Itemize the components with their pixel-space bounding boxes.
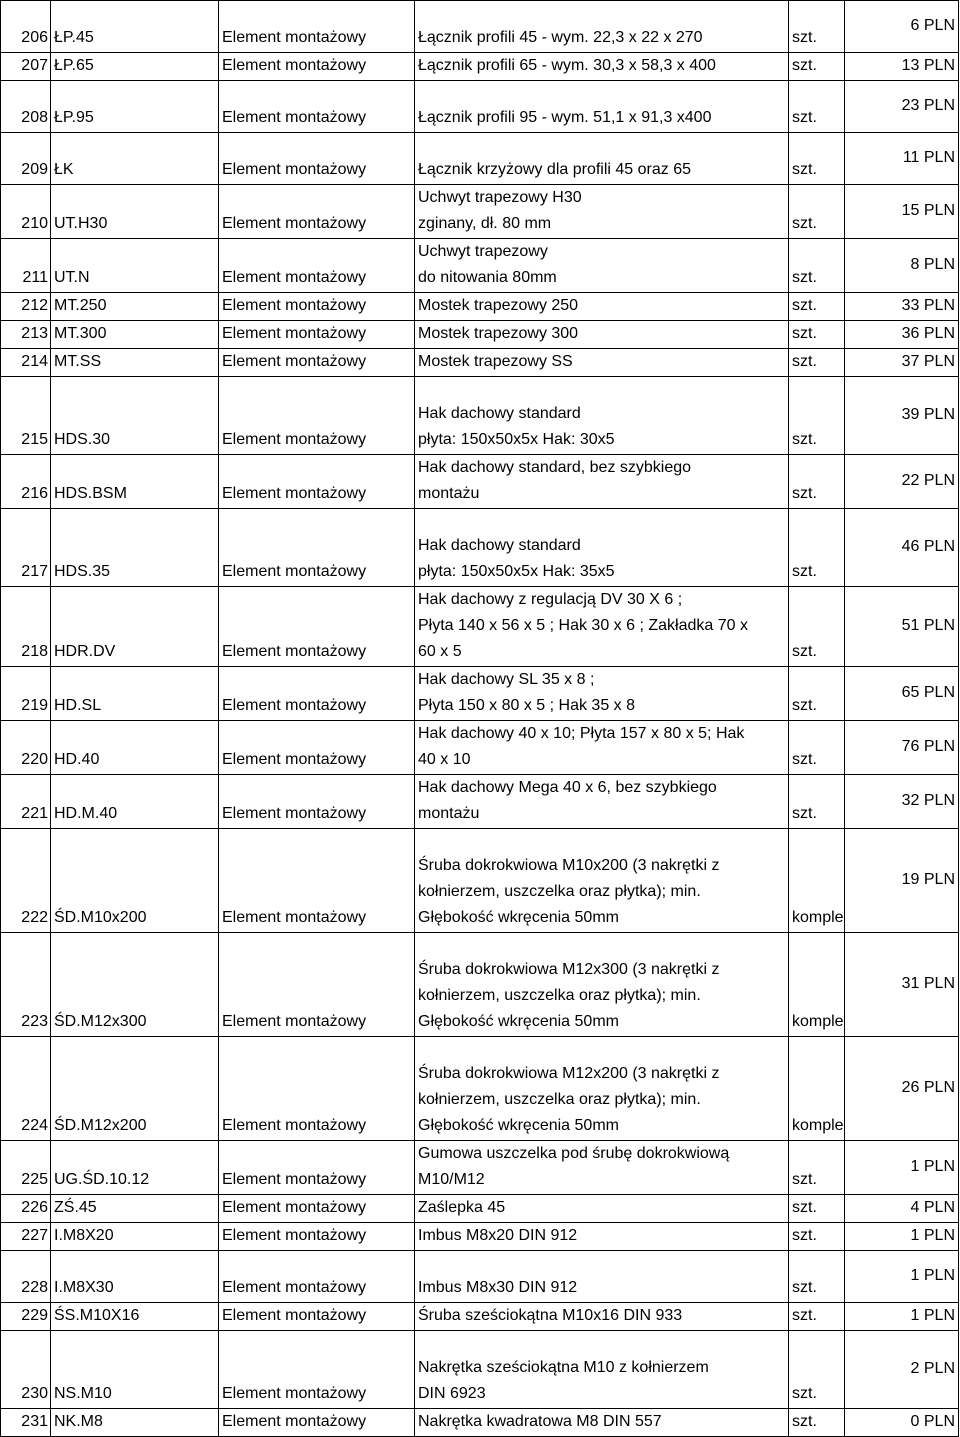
price: 19 PLN <box>845 829 959 933</box>
product-code: HD.M.40 <box>51 775 219 829</box>
product-code: ŚD.M10x200 <box>51 829 219 933</box>
price: 36 PLN <box>845 321 959 349</box>
table-row <box>1 933 959 1037</box>
product-description: Hak dachowy standard płyta: 150x50x5x Hak: 35x5 <box>415 509 789 587</box>
row-number: 220 <box>1 721 51 775</box>
product-description: Śruba dokrokwiowa M12x200 (3 nakrętki z kołnierzem, uszczelka oraz płytka); min. Głębokość wkręcenia 50mm <box>415 1037 789 1141</box>
price: 31 PLN <box>845 933 959 1037</box>
product-description: Zaślepka 45 <box>415 1195 789 1223</box>
product-type: Element montażowy <box>219 933 415 1037</box>
price: 1 PLN <box>845 1303 959 1331</box>
product-description: Łącznik profili 45 - wym. 22,3 x 22 x 270 <box>415 1 789 53</box>
unit: szt. <box>789 81 845 133</box>
product-description: Hak dachowy Mega 40 x 6, bez szybkiego montażu <box>415 775 789 829</box>
row-number: 229 <box>1 1303 51 1331</box>
unit: szt. <box>789 1 845 53</box>
table-row <box>1 293 959 321</box>
product-type: Element montażowy <box>219 293 415 321</box>
row-number: 226 <box>1 1195 51 1223</box>
price: 8 PLN <box>845 239 959 293</box>
unit: szt. <box>789 587 845 667</box>
product-type: Element montażowy <box>219 81 415 133</box>
unit: szt. <box>789 667 845 721</box>
unit: szt. <box>789 293 845 321</box>
price: 39 PLN <box>845 377 959 455</box>
product-type: Element montażowy <box>219 185 415 239</box>
unit: szt. <box>789 721 845 775</box>
row-number: 218 <box>1 587 51 667</box>
price: 1 PLN <box>845 1223 959 1251</box>
product-type: Element montażowy <box>219 239 415 293</box>
product-code: ŁP.95 <box>51 81 219 133</box>
unit: szt. <box>789 509 845 587</box>
product-description: Hak dachowy standard, bez szybkiego montażu <box>415 455 789 509</box>
price: 6 PLN <box>845 1 959 53</box>
unit: komple <box>789 933 845 1037</box>
price: 15 PLN <box>845 185 959 239</box>
product-code: I.M8X20 <box>51 1223 219 1251</box>
price: 13 PLN <box>845 53 959 81</box>
product-type: Element montażowy <box>219 775 415 829</box>
table-row <box>1 377 959 455</box>
product-code: ŚS.M10X16 <box>51 1303 219 1331</box>
product-type: Element montażowy <box>219 829 415 933</box>
product-code: I.M8X30 <box>51 1251 219 1303</box>
unit: szt. <box>789 321 845 349</box>
table-row <box>1 1303 959 1331</box>
price: 33 PLN <box>845 293 959 321</box>
product-type: Element montażowy <box>219 509 415 587</box>
row-number: 211 <box>1 239 51 293</box>
table-row <box>1 53 959 81</box>
product-type: Element montażowy <box>219 53 415 81</box>
product-code: UT.N <box>51 239 219 293</box>
unit: szt. <box>789 775 845 829</box>
row-number: 225 <box>1 1141 51 1195</box>
product-code: UG.ŚD.10.12 <box>51 1141 219 1195</box>
table-row <box>1 667 959 721</box>
product-code: HD.40 <box>51 721 219 775</box>
table-row <box>1 1141 959 1195</box>
unit: szt. <box>789 455 845 509</box>
product-type: Element montażowy <box>219 377 415 455</box>
product-code: HDS.BSM <box>51 455 219 509</box>
row-number: 214 <box>1 349 51 377</box>
product-description: Łącznik krzyżowy dla profili 45 oraz 65 <box>415 133 789 185</box>
product-type: Element montażowy <box>219 455 415 509</box>
price: 1 PLN <box>845 1141 959 1195</box>
price-table-body <box>1 1 959 1437</box>
price: 22 PLN <box>845 455 959 509</box>
price: 51 PLN <box>845 587 959 667</box>
price: 4 PLN <box>845 1195 959 1223</box>
product-description: Łącznik profili 95 - wym. 51,1 x 91,3 x400 <box>415 81 789 133</box>
table-row <box>1 185 959 239</box>
row-number: 208 <box>1 81 51 133</box>
table-row <box>1 509 959 587</box>
unit: szt. <box>789 1251 845 1303</box>
unit: szt. <box>789 1141 845 1195</box>
product-type: Element montażowy <box>219 1303 415 1331</box>
price: 65 PLN <box>845 667 959 721</box>
product-code: HD.SL <box>51 667 219 721</box>
table-row <box>1 239 959 293</box>
table-row <box>1 133 959 185</box>
product-description: Śruba dokrokwiowa M10x200 (3 nakrętki z kołnierzem, uszczelka oraz płytka); min. Głębokość wkręcenia 50mm <box>415 829 789 933</box>
product-type: Element montażowy <box>219 1251 415 1303</box>
product-description: Imbus M8x20 DIN 912 <box>415 1223 789 1251</box>
unit: szt. <box>789 133 845 185</box>
row-number: 209 <box>1 133 51 185</box>
product-type: Element montażowy <box>219 667 415 721</box>
product-code: ŁK <box>51 133 219 185</box>
price: 2 PLN <box>845 1331 959 1409</box>
table-row <box>1 775 959 829</box>
price: 37 PLN <box>845 349 959 377</box>
product-type: Element montażowy <box>219 1141 415 1195</box>
table-row <box>1 1251 959 1303</box>
row-number: 227 <box>1 1223 51 1251</box>
product-description: Uchwyt trapezowy H30 zginany, dł. 80 mm <box>415 185 789 239</box>
row-number: 206 <box>1 1 51 53</box>
table-row <box>1 455 959 509</box>
unit: szt. <box>789 239 845 293</box>
row-number: 224 <box>1 1037 51 1141</box>
row-number: 210 <box>1 185 51 239</box>
product-description: Mostek trapezowy SS <box>415 349 789 377</box>
row-number: 222 <box>1 829 51 933</box>
product-description: Mostek trapezowy 300 <box>415 321 789 349</box>
product-description: Imbus M8x30 DIN 912 <box>415 1251 789 1303</box>
product-code: HDR.DV <box>51 587 219 667</box>
product-code: NK.M8 <box>51 1409 219 1437</box>
row-number: 228 <box>1 1251 51 1303</box>
price: 1 PLN <box>845 1251 959 1303</box>
table-row <box>1 829 959 933</box>
product-description: Hak dachowy 40 x 10; Płyta 157 x 80 x 5; Hak 40 x 10 <box>415 721 789 775</box>
price: 26 PLN <box>845 1037 959 1141</box>
product-description: Hak dachowy z regulacją DV 30 X 6 ; Płyta 140 x 56 x 5 ; Hak 30 x 6 ; Zakładka 70 x 60 x 5 <box>415 587 789 667</box>
unit: szt. <box>789 185 845 239</box>
product-code: ŁP.45 <box>51 1 219 53</box>
table-row <box>1 1037 959 1141</box>
product-type: Element montażowy <box>219 349 415 377</box>
row-number: 221 <box>1 775 51 829</box>
row-number: 217 <box>1 509 51 587</box>
price: 76 PLN <box>845 721 959 775</box>
table-row <box>1 1195 959 1223</box>
unit: szt. <box>789 349 845 377</box>
product-description: Hak dachowy standard płyta: 150x50x5x Hak: 30x5 <box>415 377 789 455</box>
row-number: 230 <box>1 1331 51 1409</box>
product-code: MT.SS <box>51 349 219 377</box>
product-type: Element montażowy <box>219 587 415 667</box>
product-type: Element montażowy <box>219 1 415 53</box>
row-number: 215 <box>1 377 51 455</box>
product-code: NS.M10 <box>51 1331 219 1409</box>
unit: szt. <box>789 377 845 455</box>
table-row <box>1 1223 959 1251</box>
product-description: Śruba dokrokwiowa M12x300 (3 nakrętki z kołnierzem, uszczelka oraz płytka); min. Głębokość wkręcenia 50mm <box>415 933 789 1037</box>
product-type: Element montażowy <box>219 321 415 349</box>
unit: szt. <box>789 1223 845 1251</box>
table-row <box>1 349 959 377</box>
table-row <box>1 721 959 775</box>
product-description: Mostek trapezowy 250 <box>415 293 789 321</box>
row-number: 212 <box>1 293 51 321</box>
unit: komple <box>789 829 845 933</box>
product-type: Element montażowy <box>219 1223 415 1251</box>
product-code: ŚD.M12x200 <box>51 1037 219 1141</box>
product-code: ZŚ.45 <box>51 1195 219 1223</box>
product-description: Uchwyt trapezowy do nitowania 80mm <box>415 239 789 293</box>
product-description: Nakrętka kwadratowa M8 DIN 557 <box>415 1409 789 1437</box>
row-number: 223 <box>1 933 51 1037</box>
unit: szt. <box>789 1303 845 1331</box>
product-code: ŚD.M12x300 <box>51 933 219 1037</box>
unit: szt. <box>789 1195 845 1223</box>
table-row <box>1 321 959 349</box>
unit: szt. <box>789 1409 845 1437</box>
product-code: ŁP.65 <box>51 53 219 81</box>
row-number: 207 <box>1 53 51 81</box>
product-code: UT.H30 <box>51 185 219 239</box>
product-description: Nakrętka sześciokątna M10 z kołnierzem DIN 6923 <box>415 1331 789 1409</box>
product-description: Łącznik profili 65 - wym. 30,3 x 58,3 x 400 <box>415 53 789 81</box>
product-description: Śruba sześciokątna M10x16 DIN 933 <box>415 1303 789 1331</box>
product-description: Gumowa uszczelka pod śrubę dokrokwiową M10/M12 <box>415 1141 789 1195</box>
table-row <box>1 81 959 133</box>
product-type: Element montażowy <box>219 1331 415 1409</box>
unit: szt. <box>789 53 845 81</box>
table-row <box>1 1409 959 1437</box>
table-row <box>1 1331 959 1409</box>
unit: komple <box>789 1037 845 1141</box>
price: 32 PLN <box>845 775 959 829</box>
row-number: 219 <box>1 667 51 721</box>
product-code: MT.300 <box>51 321 219 349</box>
price: 0 PLN <box>845 1409 959 1437</box>
product-type: Element montażowy <box>219 1037 415 1141</box>
row-number: 213 <box>1 321 51 349</box>
product-code: MT.250 <box>51 293 219 321</box>
table-row <box>1 587 959 667</box>
product-code: HDS.35 <box>51 509 219 587</box>
price: 23 PLN <box>845 81 959 133</box>
unit: szt. <box>789 1331 845 1409</box>
price: 46 PLN <box>845 509 959 587</box>
row-number: 231 <box>1 1409 51 1437</box>
product-type: Element montażowy <box>219 133 415 185</box>
product-type: Element montażowy <box>219 721 415 775</box>
product-description: Hak dachowy SL 35 x 8 ; Płyta 150 x 80 x 5 ; Hak 35 x 8 <box>415 667 789 721</box>
row-number: 216 <box>1 455 51 509</box>
product-type: Element montażowy <box>219 1409 415 1437</box>
product-type: Element montażowy <box>219 1195 415 1223</box>
table-row <box>1 1 959 53</box>
product-code: HDS.30 <box>51 377 219 455</box>
price: 11 PLN <box>845 133 959 185</box>
